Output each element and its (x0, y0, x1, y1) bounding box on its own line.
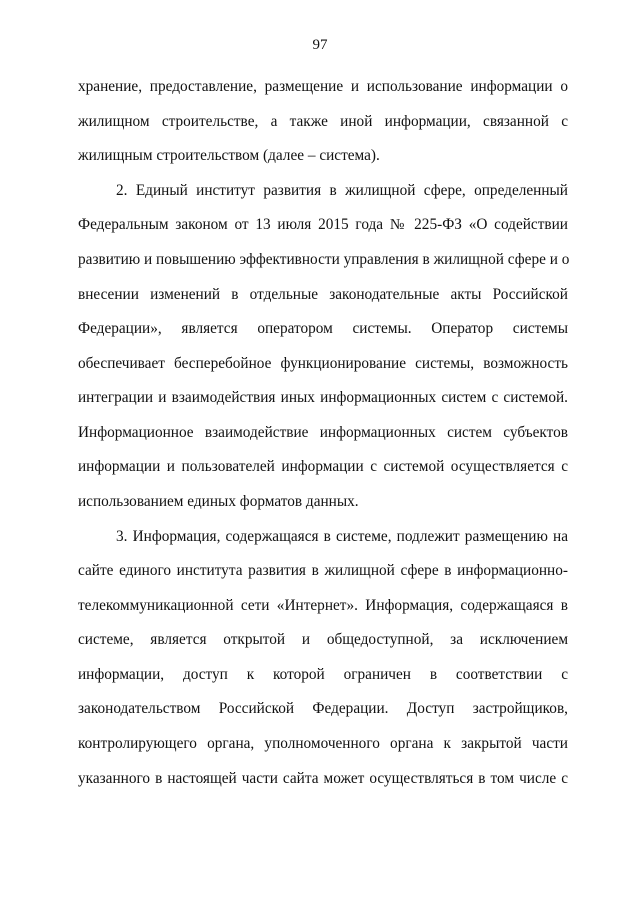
text-line: законодательством Российской Федерации. Доступ застройщиков, (78, 700, 568, 717)
text-line: Информационное взаимодействие информационных систем субъектов (78, 424, 568, 441)
paragraph-3-first-line: 3. Информация, содержащаяся в системе, подлежит размещению на (116, 528, 568, 545)
text-line: Федеральным законом от 13 июля 2015 года № 225-ФЗ «О содействии (78, 216, 568, 233)
paragraph-2-first-line: 2. Единый институт развития в жилищной сфере, определенный (116, 182, 568, 199)
text-line: развитию и повышению эффективности управления в жилищной сфере и о (78, 251, 570, 268)
text-line: хранение, предоставление, размещение и использование информации о (78, 78, 568, 95)
text-line: системе, является открытой и общедоступной, за исключением (78, 631, 568, 648)
text-line: использованием единых форматов данных. (78, 493, 359, 510)
text-line: сайте единого института развития в жилищной сфере в информационно- (78, 562, 568, 579)
text-line: обеспечивает бесперебойное функционирование системы, возможность (78, 355, 568, 372)
text-line: контролирующего органа, уполномоченного органа к закрытой части (78, 735, 568, 752)
text-line: Федерации», является оператором системы. Оператор системы (78, 320, 568, 337)
text-line: информации и пользователей информации с системой осуществляется с (78, 458, 568, 475)
text-line: указанного в настоящей части сайта может осуществляться в том числе с (78, 770, 568, 787)
text-line: телекоммуникационной сети «Интернет». Информация, содержащаяся в (78, 597, 568, 614)
text-line: интеграции и взаимодействия иных информационных систем с системой. (78, 389, 568, 406)
text-line: жилищном строительстве, а также иной информации, связанной с (78, 113, 568, 130)
text-line: жилищным строительством (далее – система). (78, 147, 380, 164)
page-number: 97 (312, 37, 328, 53)
text-line: внесении изменений в отдельные законодательные акты Российской (78, 286, 568, 303)
text-line: информации, доступ к которой ограничен в соответствии с (78, 666, 568, 683)
